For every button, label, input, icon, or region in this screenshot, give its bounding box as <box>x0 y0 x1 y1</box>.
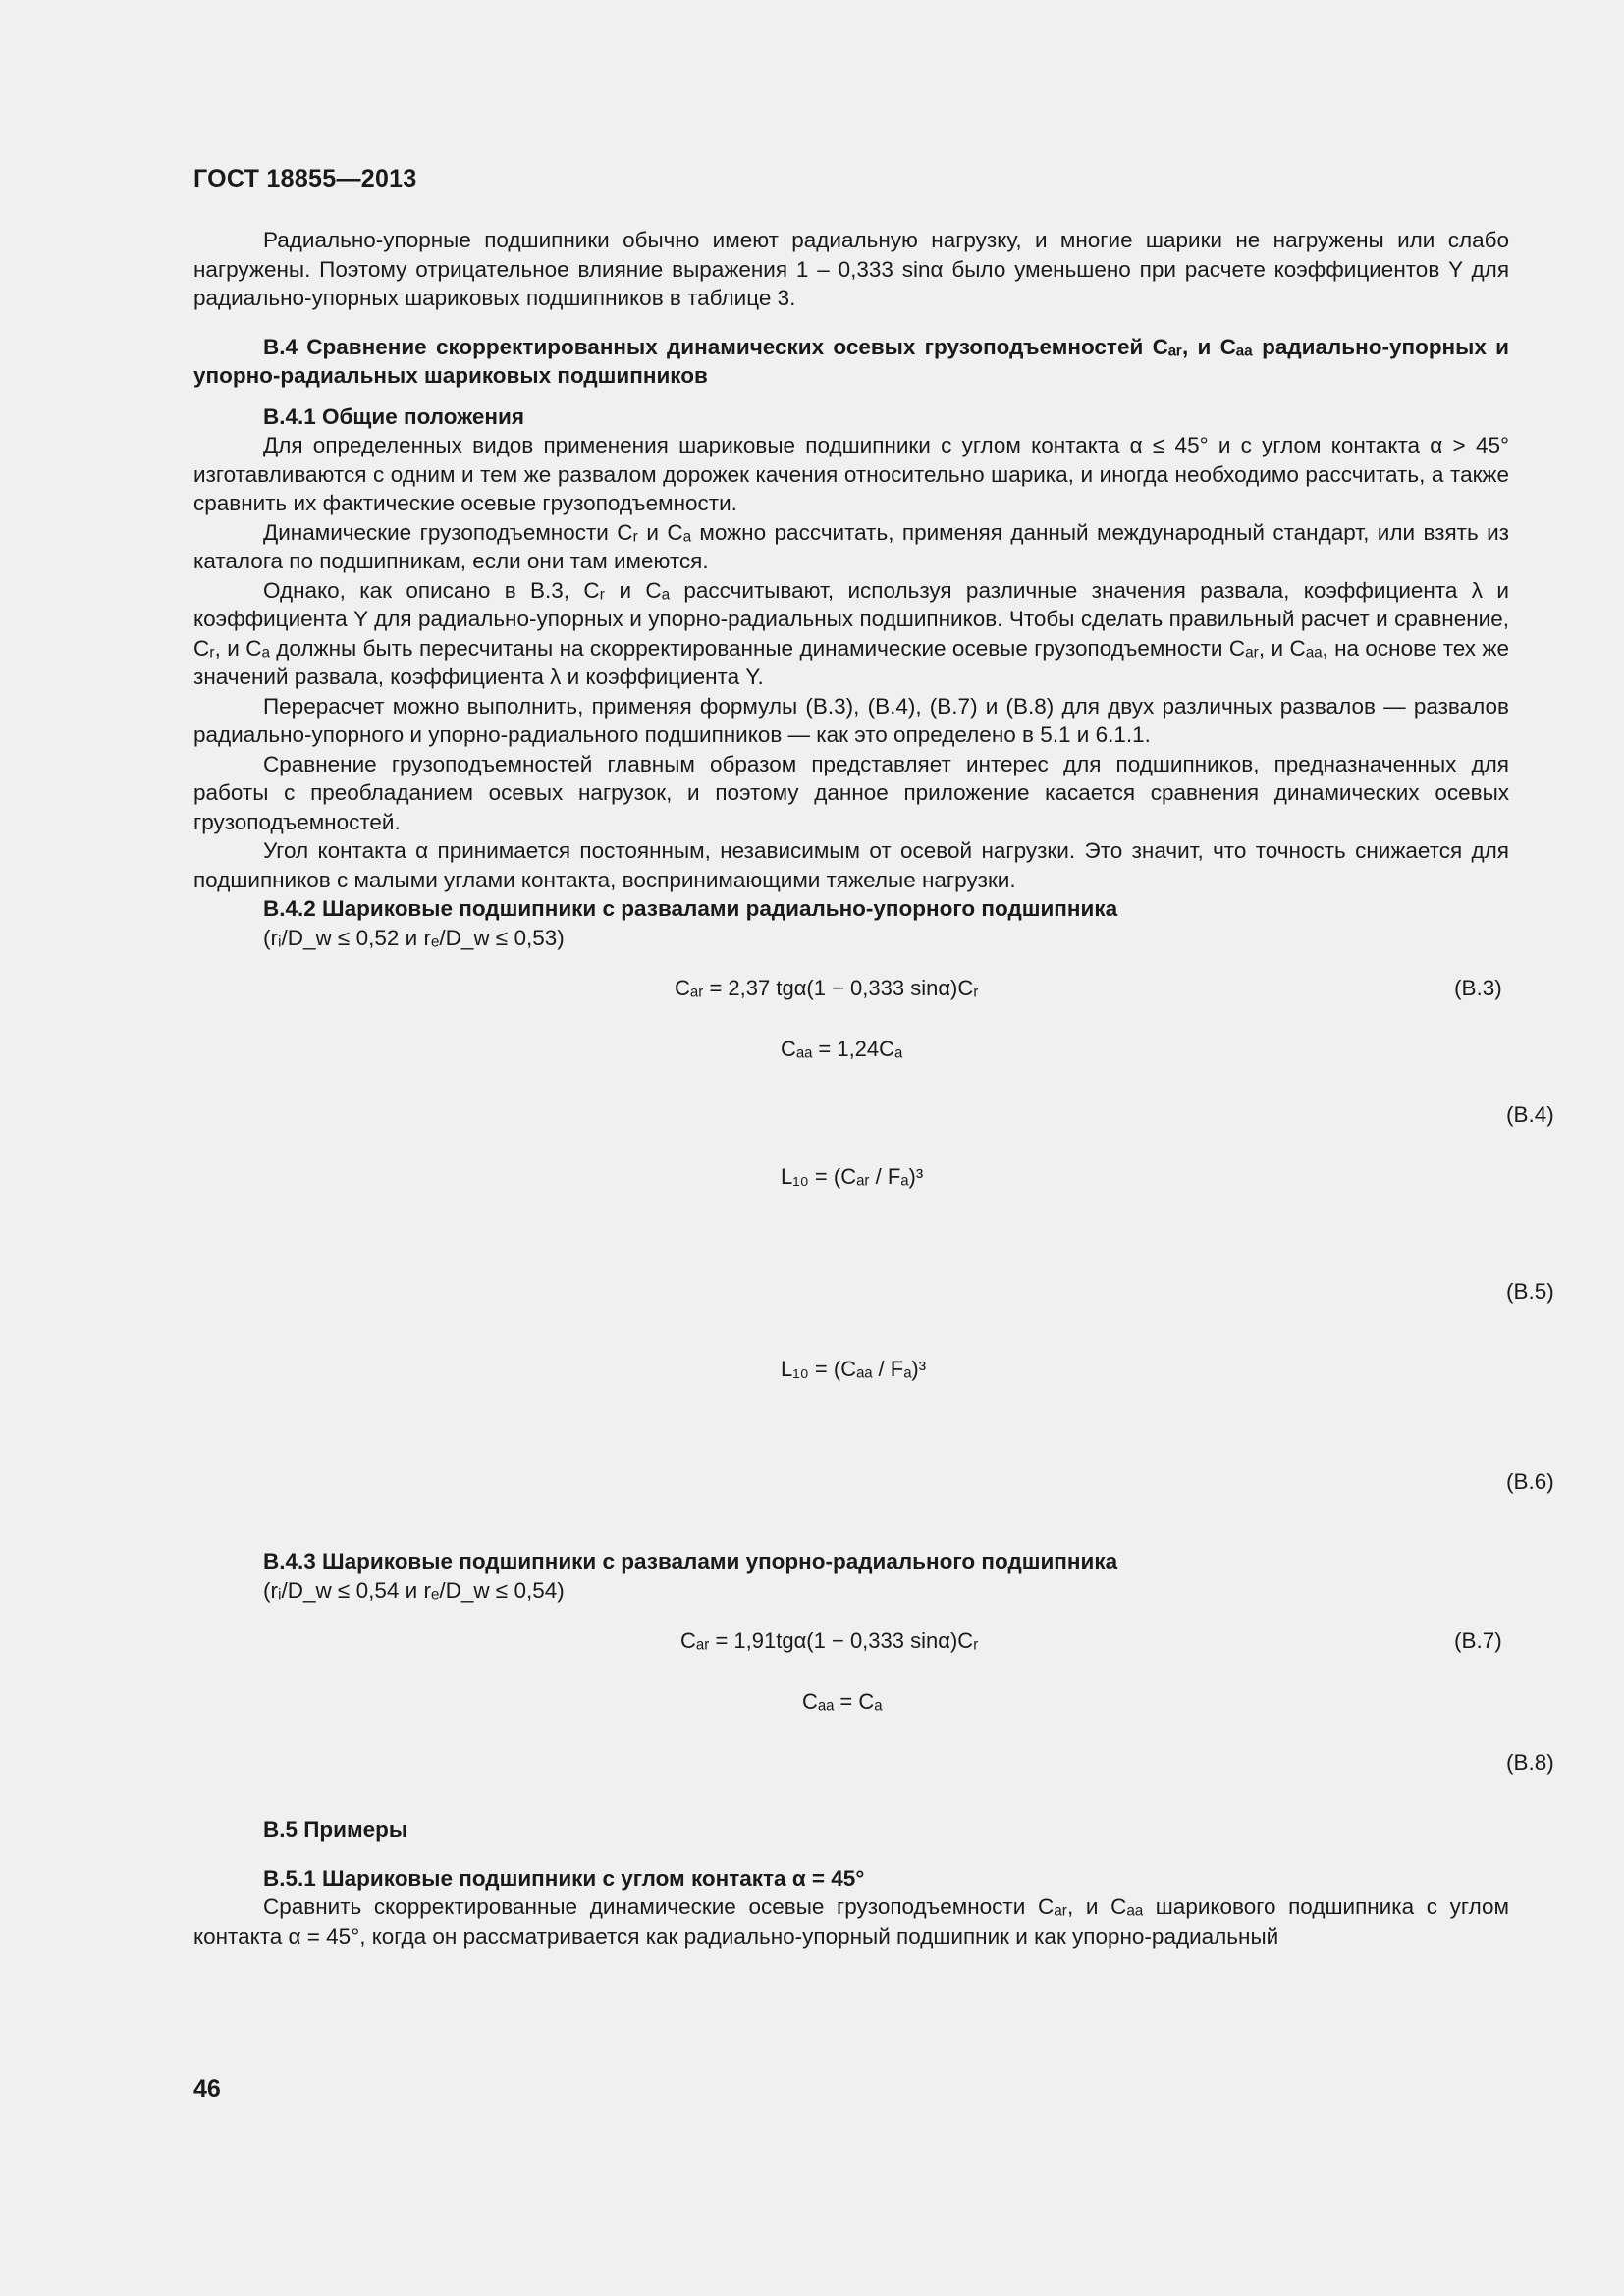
equation-b5 <box>193 1162 1554 1355</box>
equation-number-b3: (В.3) <box>1454 976 1502 1000</box>
formula-b3: Cₐᵣ = 2,37 tgα(1 − 0,333 sinα)Cᵣ <box>675 976 979 1000</box>
intro-paragraph: Радиально-упорные подшипники обычно имеют радиальную нагрузку, и многие шарики не нагружены или слабо нагружены. Поэтому отрицательное влияние выражения 1 – 0,333 sinα было уменьшено при расчете коэффициентов Y для радиально-упорных шариковых подшипников в таблице 3. <box>193 228 1509 310</box>
b41-paragraph-6: Угол контакта α принимается постоянным, независимым от осевой нагрузки. Это значит, что точность снижается для подшипников с малыми углами контакта, воспринимающими тяжелые нагрузки. <box>193 838 1509 892</box>
b41-paragraph-4: Перерасчет можно выполнить, применяя формулы (В.3), (В.4), (В.7) и (В.8) для двух различных развалов — развалов радиально-упорного и упорно-радиального подшипников — как это определено в 5.1 и 6.1.1. <box>193 693 1509 747</box>
page-content <box>193 226 1554 1950</box>
equation-b4 <box>193 1035 1554 1162</box>
formula-b5: L₁₀ = (Cₐᵣ / Fₐ)³ <box>781 1164 924 1189</box>
b41-paragraph-5: Сравнение грузоподъемностей главным образом представляет интерес для подшипников, предназначенных для работы с преобладанием осевых нагрузок, и поэтому данное приложение касается сравнения динамических осевых грузоподъемностей. <box>193 751 1509 834</box>
b42-condition: (rᵢ/D_w ≤ 0,52 и rₑ/D_w ≤ 0,53) <box>263 925 565 950</box>
page-number: 46 <box>193 2075 221 2103</box>
equation-number-b8: (В.8) <box>1506 1750 1554 1775</box>
b41-paragraph-3: Однако, как описано в В.3, Cᵣ и Cₐ рассчитывают, используя различные значения развала, коэффициента λ и коэффициента Y для радиально-упорных и упорно-радиальных подшипников. Чтобы сделать правильный расчет и сравнение, Cᵣ, и Cₐ должны быть пересчитаны на скорректированные динамические осевые грузоподъемности Cₐᵣ, и Cₐₐ, на основе тех же значений развала, коэффициента λ и коэффициента Y. <box>193 577 1509 689</box>
formula-b6: L₁₀ = (Cₐₐ / Fₐ)³ <box>781 1357 927 1381</box>
equation-number-b4: (В.4) <box>1506 1102 1554 1127</box>
equation-b3 <box>193 952 1509 1035</box>
section-b41-title: В.4.1 Общие положения <box>263 403 524 429</box>
equation-number-b6: (В.6) <box>1506 1469 1554 1494</box>
b41-paragraph-1: Для определенных видов применения шариковые подшипники с углом контакта α ≤ 45° и с углом контакта α > 45° изготавливаются с одним и тем же развалом дорожек качения относительно шарика, и иногда необходимо рассчитать, а также сравнить их фактические осевые грузоподъемности. <box>193 433 1509 515</box>
b43-condition: (rᵢ/D_w ≤ 0,54 и rₑ/D_w ≤ 0,54) <box>263 1577 565 1603</box>
b51-paragraph-1: Сравнить скорректированные динамические осевые грузоподъемности Cₐᵣ, и Cₐₐ шарикового подшипника с углом контакта α = 45°, когда он рассматривается как радиально-упорный подшипник и как упорно-радиальный <box>193 1895 1509 1949</box>
section-b43-title: В.4.3 Шариковые подшипники с развалами упорно-радиального подшипника <box>263 1549 1118 1574</box>
section-b5-title: В.5 Примеры <box>263 1817 408 1842</box>
equation-b7 <box>193 1605 1509 1687</box>
formula-b7: Cₐᵣ = 1,91tgα(1 − 0,333 sinα)Cᵣ <box>680 1629 979 1653</box>
section-b42-title: В.4.2 Шариковые подшипники с развалами радиально-упорного подшипника <box>263 896 1118 921</box>
equation-number-b5: (В.5) <box>1506 1279 1554 1304</box>
section-b4-title: В.4 Сравнение скорректированных динамических осевых грузоподъемностей Cₐᵣ, и Cₐₐ радиально-упорных и упорно-радиальных шариковых подшипников <box>193 334 1509 388</box>
formula-b8: Cₐₐ = Cₐ <box>802 1689 883 1714</box>
formula-b4: Cₐₐ = 1,24Cₐ <box>781 1037 903 1061</box>
equation-b6 <box>193 1355 1554 1547</box>
equation-b8 <box>193 1687 1554 1815</box>
page-header: ГОСТ 18855—2013 <box>193 165 417 192</box>
section-b51-title: В.5.1 Шариковые подшипники с углом контакта α = 45° <box>263 1865 865 1891</box>
b41-paragraph-2: Динамические грузоподъемности Cᵣ и Cₐ можно рассчитать, применяя данный международный стандарт, или взять из каталога по подшипникам, если они там имеются. <box>193 519 1509 573</box>
equation-number-b7: (В.7) <box>1454 1629 1502 1653</box>
